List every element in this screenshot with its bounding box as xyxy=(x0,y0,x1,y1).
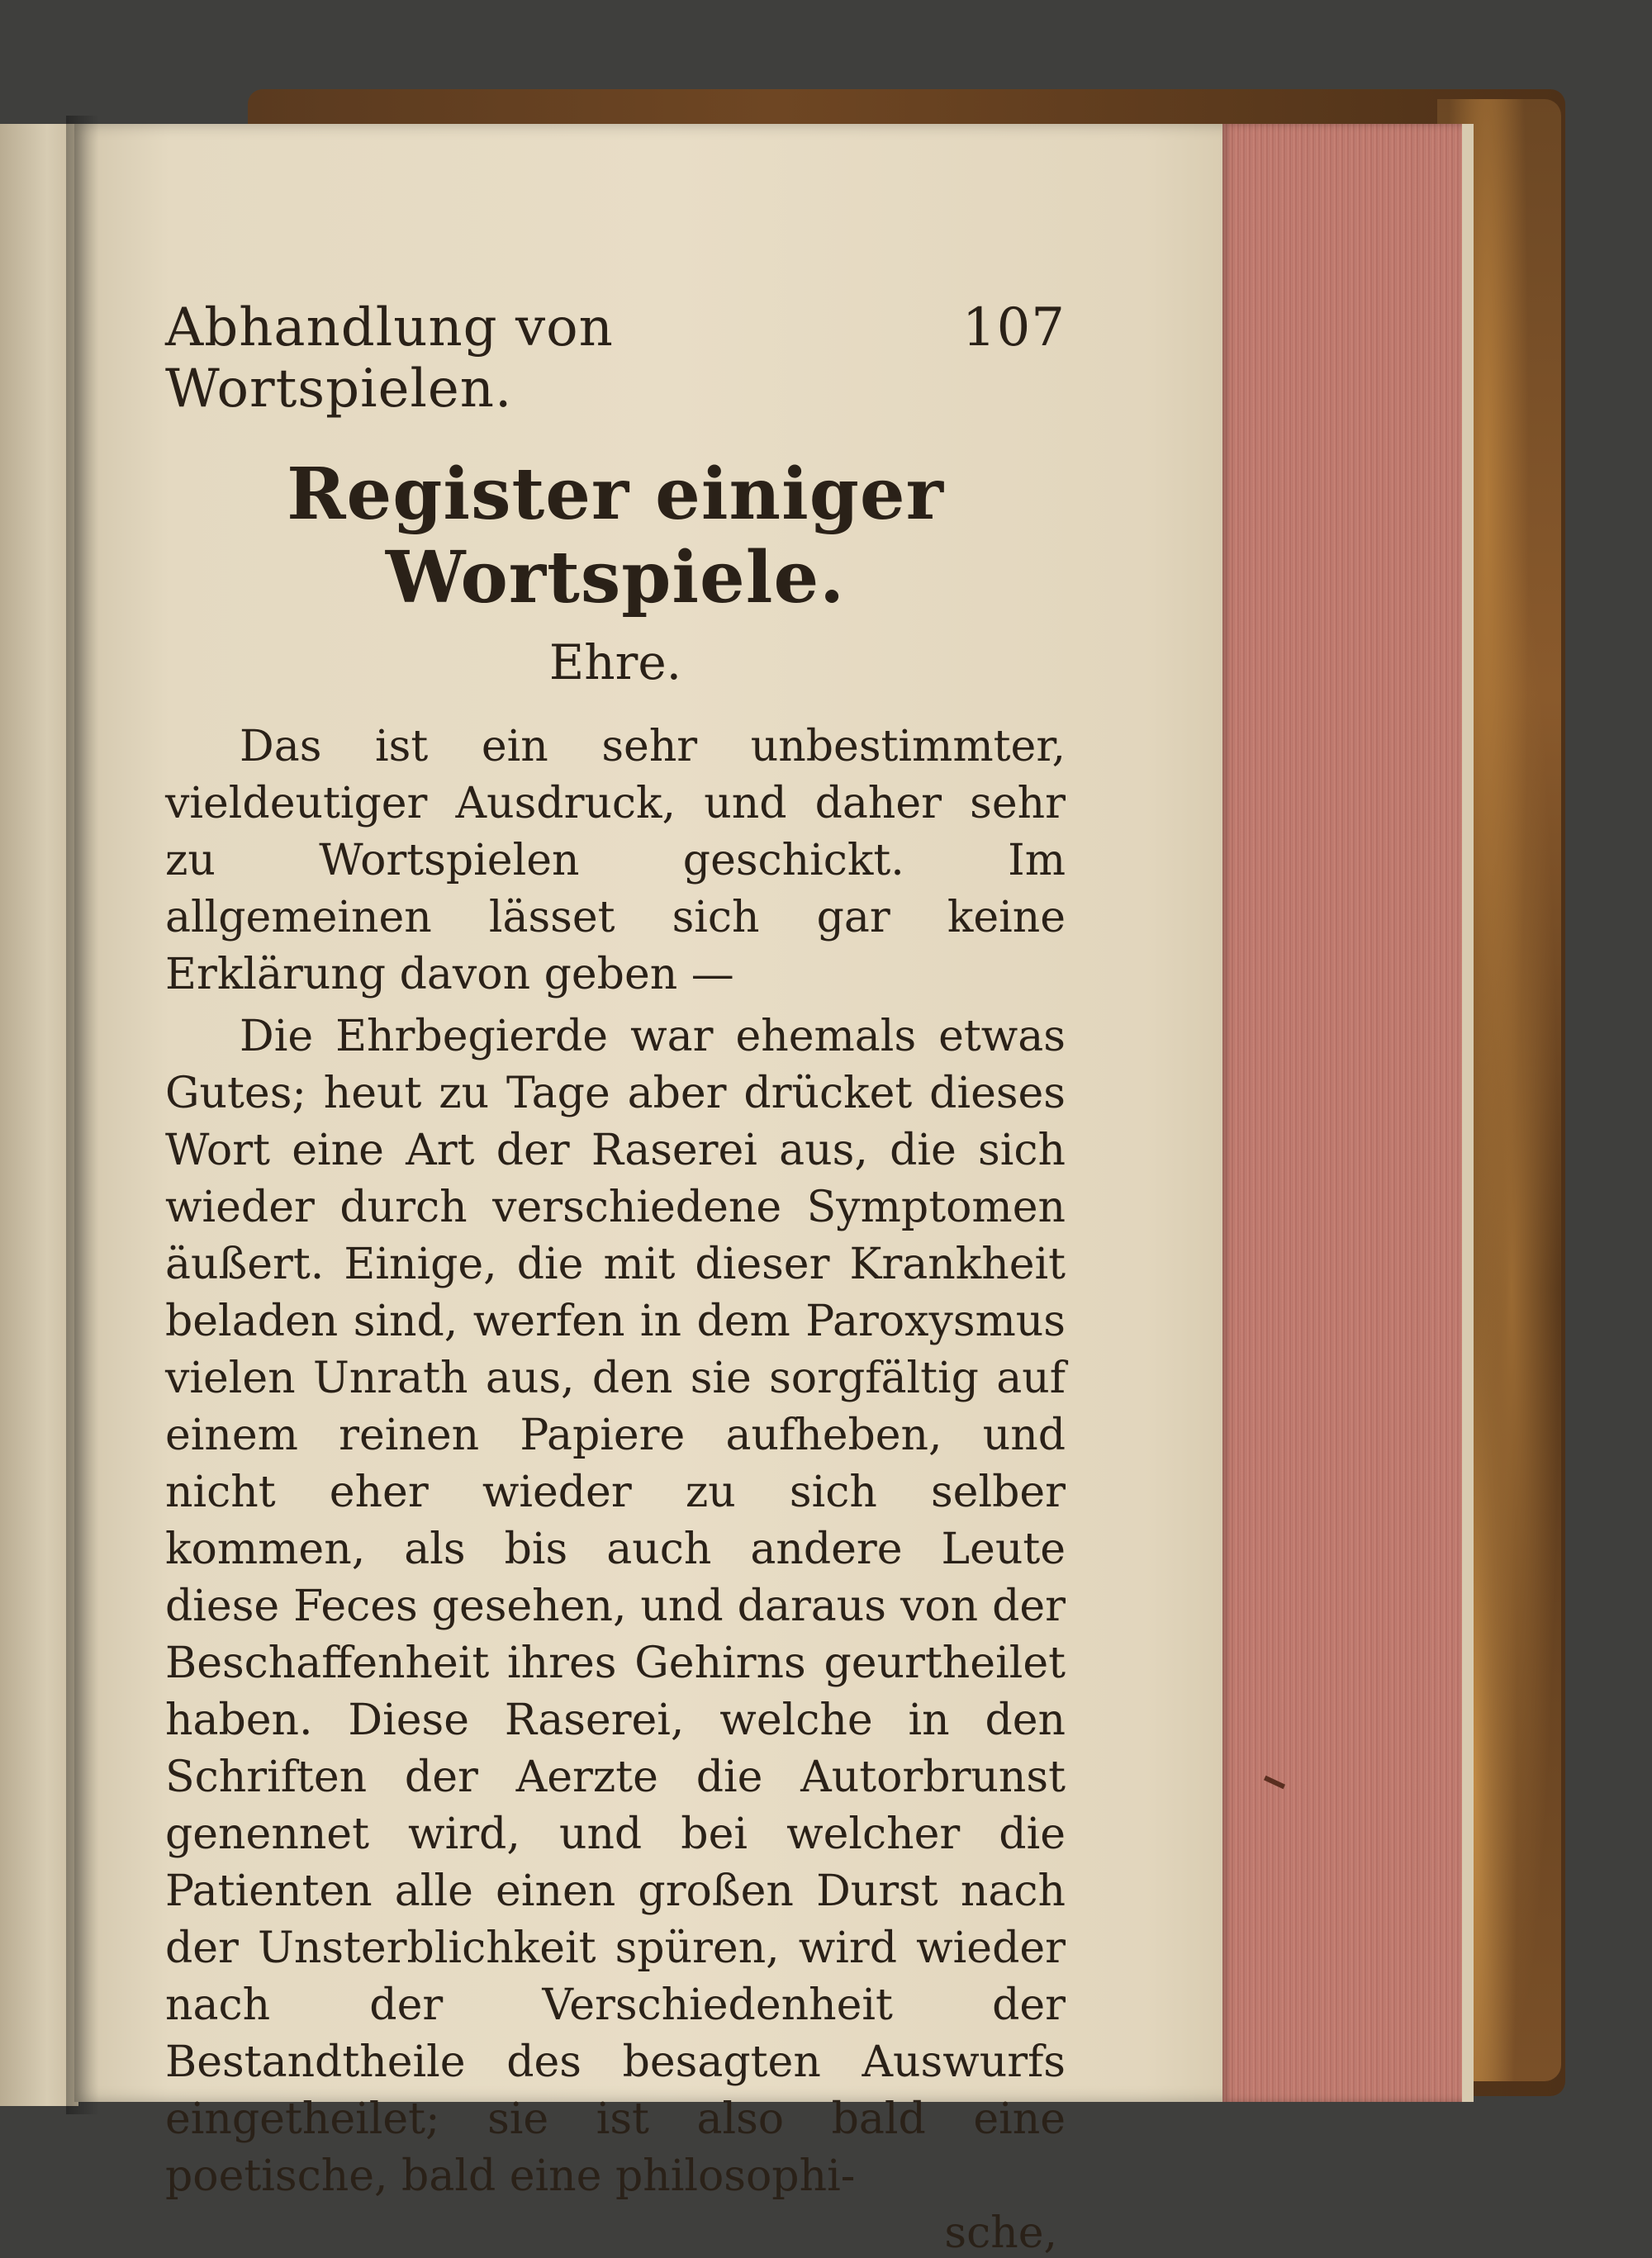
page-edge-lip xyxy=(1462,124,1474,2102)
running-head-title: Abhandlung von Wortspielen. xyxy=(165,297,614,420)
catchword: sche, xyxy=(944,2208,1057,2258)
entry-heading: Ehre. xyxy=(548,634,682,690)
gutter-shadow xyxy=(66,116,99,2114)
page-text xyxy=(165,297,1066,2258)
paragraph-1: Das ist ein sehr unbestimmter, vieldeutiger Ausdruck, und daher sehr zu Wortspielen geschickt. Im allgemeinen lässet sich gar keine Erklärung davon geben — xyxy=(165,722,1066,999)
page-number: 107 xyxy=(961,297,1066,358)
paragraph-2: Die Ehrbegierde war ehemals etwas Gutes; heut zu Tage aber drücket dieses Wort eine Art der Raserei aus, die sich wieder durch verschiedene Symptomen äußert. Einige, die mit dieser Krankheit beladen sind, werfen in dem Paroxysmus vielen Unrath aus, den sie sorgfältig auf einem reinen Papiere aufheben, und nicht eher wieder zu sich selber kommen, als bis auch andere Leute diese Feces gesehen, und daraus von der Beschaffenheit ihres Gehirns geurtheilet haben. Diese Raserei, welche in den Schriften der Aerzte die Autorbrunst genennet wird, und bei welcher die Patienten alle einen großen Durst nach der Unsterblichkeit spüren, wird wieder nach der Verschiedenheit der Bestandtheile des besagten Auswurfs eingetheilet; sie ist also bald eine poetische, bald eine philosophi- xyxy=(165,1012,1066,2201)
section-title: Register einiger Wortspiele. xyxy=(287,453,944,619)
running-head xyxy=(165,297,1066,420)
page-edges xyxy=(1222,124,1470,2102)
